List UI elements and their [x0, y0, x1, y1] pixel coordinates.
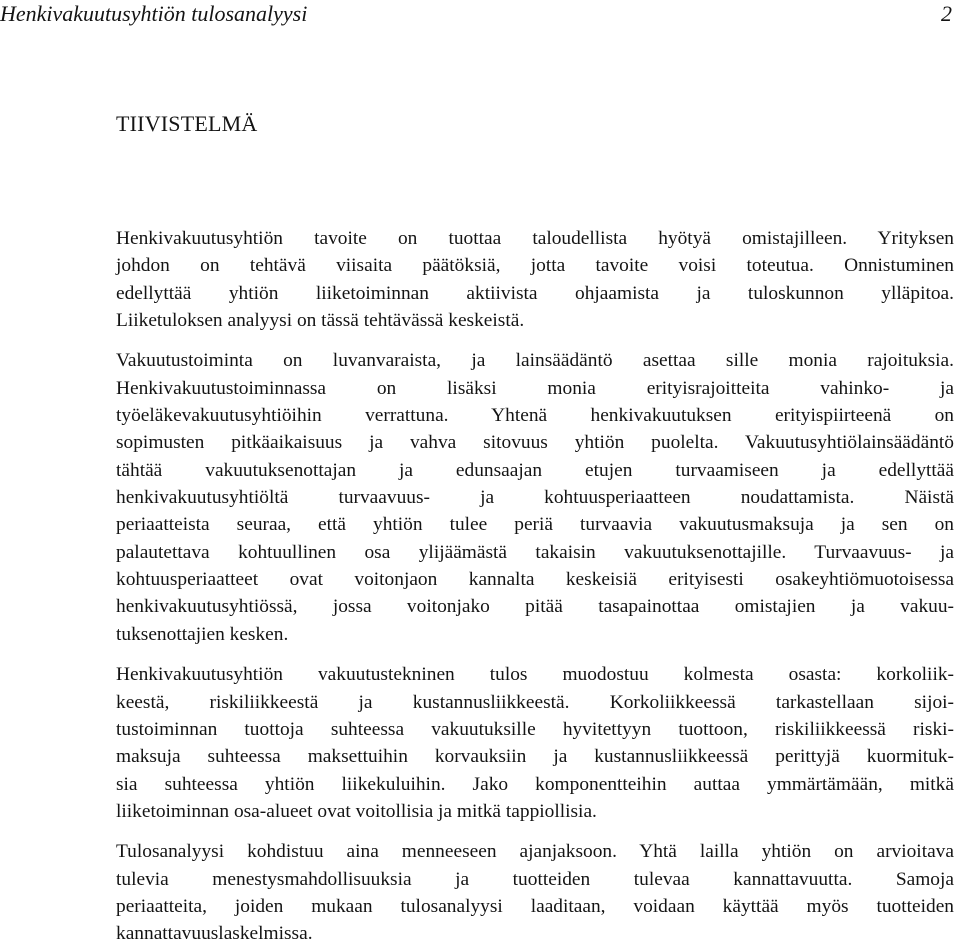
text-line: keestä, riskiliikkeestä ja kustannusliikkeestä. Korkoliikkeessä tarkastellaan sijoi- — [116, 691, 954, 713]
paragraph-4 — [116, 838, 954, 947]
text-line: kannattavuuslaskelmissa. — [116, 923, 313, 945]
paragraph-3 — [116, 661, 954, 825]
text-line: edellyttää yhtiön liiketoiminnan aktiivista ohjaamista ja tuloskunnon ylläpitoa. — [116, 282, 954, 304]
paragraph-2 — [116, 347, 954, 648]
text-line: Henkivakuutusyhtiön vakuutustekninen tulos muodostuu kolmesta osasta: korkoliik- — [116, 664, 954, 686]
text-line: Henkivakuutustoiminnassa on lisäksi monia erityisrajoitteita vahinko- ja — [116, 377, 954, 399]
header-title: Henkivakuutusyhtiön tulosanalyysi — [0, 1, 308, 26]
text-line: liiketoiminnan osa-alueet ovat voitollisia ja mitkä tappiollisia. — [116, 800, 597, 822]
text-line: Liiketuloksen analyysi on tässä tehtävässä keskeistä. — [116, 310, 525, 332]
text-line: kohtuusperiaatteet ovat voitonjaon kannalta keskeisiä erityisesti osakeyhtiömuotoisessa — [116, 569, 954, 591]
text-line: henkivakuutusyhtiössä, jossa voitonjako pitää tasapainottaa omistajien ja vakuu- — [116, 596, 954, 618]
paragraph-1 — [116, 225, 954, 334]
section-title: TIIVISTELMÄ — [116, 111, 258, 136]
text-line: tustoiminnan tuottoja suhteessa vakuutuksille hyvitettyyn tuottoon, riskiliikkeessä riski- — [116, 718, 954, 740]
text-line: Vakuutustoiminta on luvanvaraista, ja lainsäädäntö asettaa sille monia rajoituksia. — [116, 350, 954, 372]
text-line: johdon on tehtävä viisaita päätöksiä, jotta tavoite voisi toteutua. Onnistuminen — [116, 255, 954, 277]
text-line: työeläkevakuutusyhtiöihin verrattuna. Yhtenä henkivakuutuksen erityispiirteenä on — [116, 405, 954, 427]
text-line: Henkivakuutusyhtiön tavoite on tuottaa taloudellista hyötyä omistajilleen. Yrityksen — [116, 228, 954, 249]
text-line: sia suhteessa yhtiön liikekuluihin. Jako komponentteihin auttaa ymmärtämään, mitkä — [116, 773, 954, 795]
text-line: Tulosanalyysi kohdistuu aina menneeseen ajanjaksoon. Yhtä lailla yhtiön on arvioitava — [116, 841, 954, 863]
page-header — [0, 0, 960, 32]
text-line: periaatteita, joiden mukaan tulosanalyysi laaditaan, voidaan käyttää myös tuotteiden — [116, 895, 954, 917]
text-line: maksuja suhteessa maksettuihin korvauksiin ja kustannusliikkeessä perittyjä kuormituk- — [116, 746, 954, 768]
text-line: sopimusten pitkäaikaisuus ja vahva sitovuus yhtiön puolelta. Vakuutusyhtiölainsäädäntö — [116, 432, 954, 454]
text-line: periaatteista seuraa, että yhtiön tulee periä turvaavia vakuutusmaksuja ja sen on — [116, 514, 954, 536]
page-number: 2 — [941, 1, 952, 26]
text-line: tuksenottajien kesken. — [116, 623, 289, 645]
text-line: henkivakuutusyhtiöltä turvaavuus- ja kohtuusperiaatteen noudattamista. Näistä — [116, 487, 954, 509]
text-line: palautettava kohtuullinen osa ylijäämästä takaisin vakuutuksenottajille. Turvaavuus- ja — [116, 541, 954, 563]
document-body — [116, 225, 954, 948]
text-line: tähtää vakuutuksenottajan ja edunsaajan etujen turvaamiseen ja edellyttää — [116, 459, 954, 481]
text-line: tulevia menestysmahdollisuuksia ja tuotteiden tulevaa kannattavuutta. Samoja — [116, 868, 954, 890]
